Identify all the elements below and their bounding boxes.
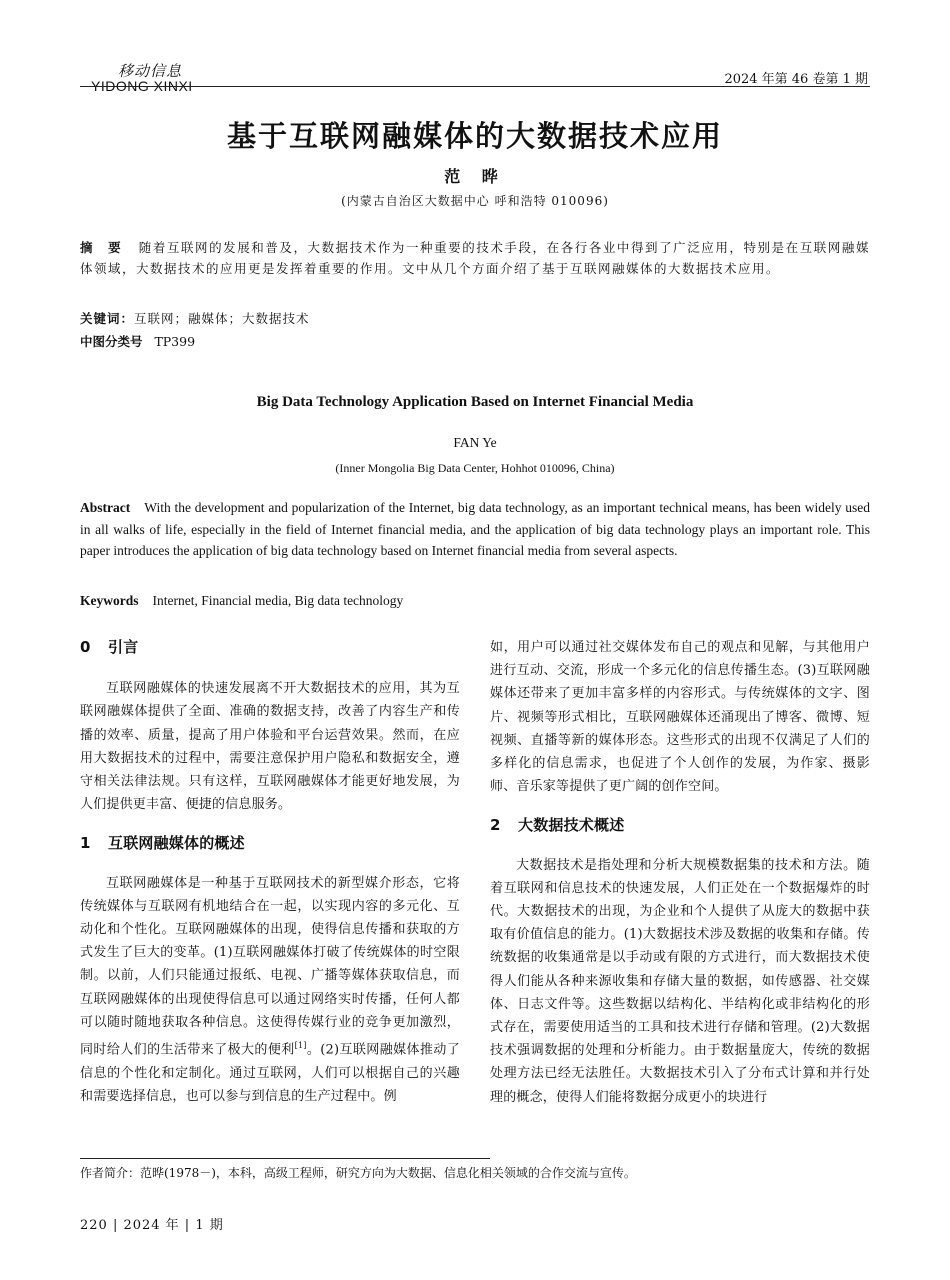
keywords-en-label: Keywords — [80, 593, 139, 608]
abstract-cn — [80, 237, 870, 279]
abstract-en — [80, 497, 870, 562]
page-footer: 220 | 2024 年 | 1 期 — [80, 1218, 224, 1233]
section-heading-2: 2 大数据技术概述 — [490, 816, 625, 835]
clc-value: TP399 — [154, 334, 196, 349]
abstract-en-text: With the development and popularization of the Internet, big data technology, as an important technical means, has been widely used in all walks of life, especially in the field of Internet financial media, and the application of big data technology plays an important role. This paper introduces the application of big data technology based on Internet financial media from several aspects. — [80, 500, 870, 558]
clc-number — [80, 331, 870, 352]
abstract-cn-label: 摘 要 — [80, 240, 123, 255]
keywords-cn — [80, 308, 870, 329]
section-heading-0: 0 引言 — [80, 638, 139, 656]
right-column — [490, 636, 870, 1109]
issue-info: 2024 年第 46 卷第 1 期 — [724, 72, 868, 87]
section-heading-1: 1 互联网融媒体的概述 — [80, 834, 245, 853]
keywords-en — [80, 590, 870, 611]
paragraph-section-1-cont: 如，用户可以通过社交媒体发布自己的观点和见解，与其他用户进行互动、交流，形成一个多元化的信息传播生态。(3)互联网融媒体还带来了更加丰富多样的内容形式。与传统媒体的文字、图片、视频等形式相比，互联网融媒体还涌现出了博客、微博、短视频、直播等新的媒体形态。这些形式的出现不仅满足了人们的多样化的信息需求，也促进了个人创作的发展，为作家、摄影师、音乐家等提供了更广阔的创作空间。 — [490, 640, 870, 795]
keywords-en-text: Internet, Financial media, Big data technology — [152, 593, 404, 608]
paragraph-intro: 互联网融媒体的快速发展离不开大数据技术的应用，其为互联网融媒体提供了全面、准确的数据支持，改善了内容生产和传播的效率、质量，提高了用户体验和平台运营效果。然而，在应用大数据技术的过程中，需要注意保护用户隐私和数据安全，遵守相关法律法规。只有这样，互联网融媒体才能更好地发展，为人们提供更丰富、便捷的信息服务。 — [80, 681, 460, 813]
journal-name-cn: 移动信息 — [118, 62, 183, 80]
keywords-cn-text: 互联网；融媒体；大数据技术 — [134, 311, 310, 326]
affiliation: (内蒙古自治区大数据中心 呼和浩特 010096) — [341, 194, 609, 208]
english-affiliation: (Inner Mongolia Big Data Center, Hohhot 010096, China) — [335, 461, 615, 475]
author-name: 范 晔 — [444, 167, 506, 186]
paper-title: 基于互联网融媒体的大数据技术应用 — [226, 119, 723, 153]
author-footnote: 作者简介：范晔(1978－)，本科，高级工程师，研究方向为大数据、信息化相关领域的合作交流与宣传。 — [80, 1166, 636, 1180]
keywords-cn-label: 关键词： — [80, 311, 135, 326]
english-author: FAN Ye — [453, 435, 497, 450]
abstract-en-label: Abstract — [80, 500, 131, 515]
paragraph-section-1: 互联网融媒体是一种基于互联网技术的新型媒介形态，它将传统媒体与互联网有机地结合在一起，以实现内容的多元化、互动化和个性化。互联网融媒体的出现，使得信息传播和获取的方式发生了巨大的变革。(1)互联网融媒体打破了传统媒体的时空限制。以前，人们只能通过报纸、电视、广播等媒体获取信息，而互联网融媒体的出现使得信息可以通过网络实时传播，任何人都可以随时随地获取各种信息。这使得传媒行业的竞争更加激烈，同时给人们的生活带来了极大的便利[1]。(2)互联网融媒体推动了信息的个性化和定制化。通过互联网，人们可以根据自己的兴趣和需要选择信息，也可以参与到信息的生产过程中。例 — [80, 875, 461, 1104]
journal-name-en: YIDONG XINXI — [91, 78, 193, 94]
clc-label: 中图分类号 — [80, 334, 143, 349]
citation-ref: [1] — [294, 1041, 307, 1051]
footnote-rule — [80, 1158, 490, 1159]
paragraph-section-2: 大数据技术是指处理和分析大规模数据集的技术和方法。随着互联网和信息技术的快速发展，人们正处在一个数据爆炸的时代。大数据技术的出现，为企业和个人提供了从庞大的数据中获取有价值信息的能力。(1)大数据技术涉及数据的收集和存储。传统数据的收集通常是以手动或有限的方式进行，而大数据技术使得人们能从各种来源收集和存储大量的数据，如传感器、社交媒体、日志文件等。这些数据以结构化、半结构化或非结构化的形式存在，需要使用适当的工具和技术进行存储和管理。(2)大数据技术强调数据的处理和分析能力。由于数据量庞大，传统的数据处理方法已经无法胜任。大数据技术引入了分布式计算和并行处理的概念，使得人们能将数据分成更小的块进行 — [490, 857, 870, 1105]
abstract-cn-text: 随着互联网的发展和普及，大数据技术作为一种重要的技术手段，在各行各业中得到了广泛应用，特别是在互联网融媒体领域，大数据技术的应用更是发挥着重要的作用。文中从几个方面介绍了基于互联网融媒体的大数据技术应用。 — [80, 240, 870, 276]
header-rule — [80, 86, 870, 87]
english-title: Big Data Technology Application Based on Internet Financial Media — [256, 394, 694, 410]
left-column — [80, 636, 460, 1108]
